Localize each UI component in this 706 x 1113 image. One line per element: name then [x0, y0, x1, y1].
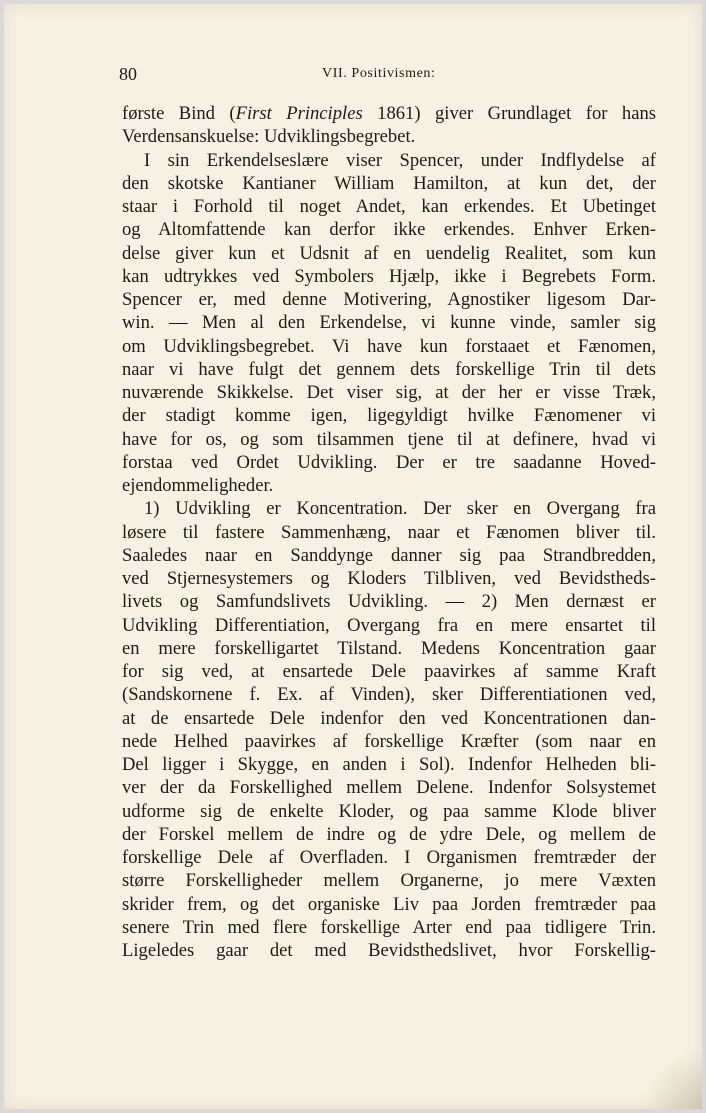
text-line: Spencer er, med denne Motivering, Agnostiker ligesom Dar-: [122, 289, 656, 310]
text-line: udforme sig de enkelte Kloder, og paa samme Klode bliver: [122, 800, 656, 822]
text-line: nede Helhed paavirkes af forskellige Kræfter (som naar en: [122, 730, 656, 752]
page-corner-stain: [642, 1049, 702, 1109]
text-line: første Bind (First Principles 1861) giver Grundlaget for hans: [122, 103, 656, 124]
text-line: livets og Samfundslivets Udvikling. — 2) Men dernæst er: [122, 591, 656, 613]
body-text: [122, 102, 656, 962]
text-line: delse giver kun et Udsnit af en uendelig Realitet, som kun: [122, 242, 656, 264]
text-line: skrider frem, og det organiske Liv paa Jorden fremtræder paa: [122, 893, 656, 915]
text-line: I sin Erkendelseslære viser Spencer, under Indflydelse af: [144, 149, 656, 171]
text-line: ejendommeligheder.: [122, 475, 274, 496]
text-line: den skotske Kantianer William Hamilton, at kun det, der: [122, 172, 656, 194]
text-line: en mere forskelligartet Tilstand. Medens Koncentration gaar: [122, 637, 656, 659]
text-line: ver der da Forskellighed mellem Delene. Indenfor Solsystemet: [122, 777, 656, 799]
text-line: nuværende Skikkelse. Det viser sig, at der her er visse Træk,: [122, 382, 656, 403]
text-line: om Udviklingsbegrebet. Vi have kun forstaaet et Fænomen,: [122, 335, 656, 357]
text-line: og Altomfattende kan derfor ikke erkendes. Enhver Erken-: [122, 219, 656, 241]
text-line: have for os, og som tilsammen tjene til at definere, hvad vi: [122, 428, 656, 450]
text-line: 1) Udvikling er Koncentration. Der sker en Overgang fra: [144, 498, 656, 520]
text-line: kan udtrykkes ved Symbolers Hjælp, ikke i Begrebets Form.: [122, 265, 656, 287]
running-head: VII. Positivismen:: [322, 66, 436, 81]
text-line: Del ligger i Skygge, en anden i Sol). Indenfor Helheden bli-: [122, 754, 656, 775]
text-line: løsere til fastere Sammenhæng, naar et Fænomen bliver til.: [122, 521, 656, 543]
text-line: forstaa ved Ordet Udvikling. Der er tre saadanne Hoved-: [122, 451, 656, 473]
italic-title: First Principles: [235, 103, 363, 124]
text-line: at de ensartede Dele indenfor den ved Koncentrationen dan-: [122, 707, 656, 729]
page-header: [4, 64, 702, 88]
text-line: der Forskel mellem de indre og de ydre Dele, og mellem de: [122, 823, 656, 845]
text-line: (Sandskornene f. Ex. af Vinden), sker Differentiationen ved,: [122, 684, 656, 706]
text-line: win. — Men al den Erkendelse, vi kunne vinde, samler sig: [122, 312, 656, 334]
text-line: der stadigt komme igen, ligegyldigt hvilke Fænomener vi: [122, 405, 656, 427]
text-line: forskellige Dele af Overfladen. I Organismen fremtræder der: [122, 847, 656, 868]
text-line: staar i Forhold til noget Andet, kan erkendes. Et Ubetinget: [122, 196, 656, 217]
text-line: større Forskelligheder mellem Organerne, jo mere Væxten: [122, 870, 656, 892]
text-line: Saaledes naar en Sanddynge danner sig paa Strandbredden,: [122, 544, 656, 566]
book-page: [4, 4, 702, 1109]
page-number: 80: [119, 64, 137, 84]
text-line: for sig ved, at ensartede Dele paavirkes af samme Kraft: [122, 661, 656, 682]
text-line: Verdensanskuelse: Udviklingsbegrebet.: [122, 126, 416, 148]
text-line: ved Stjernesystemers og Kloders Tilbliven, ved Bevidstheds-: [122, 568, 656, 589]
text-line: Ligeledes gaar det med Bevidsthedslivet, hvor Forskellig-: [122, 940, 656, 961]
text-line: Udvikling Differentiation, Overgang fra en mere ensartet til: [122, 614, 656, 636]
text-line: naar vi have fulgt det gennem dets forskellige Trin til dets: [122, 358, 656, 380]
text-line: senere Trin med flere forskellige Arter end paa tidligere Trin.: [122, 916, 656, 938]
